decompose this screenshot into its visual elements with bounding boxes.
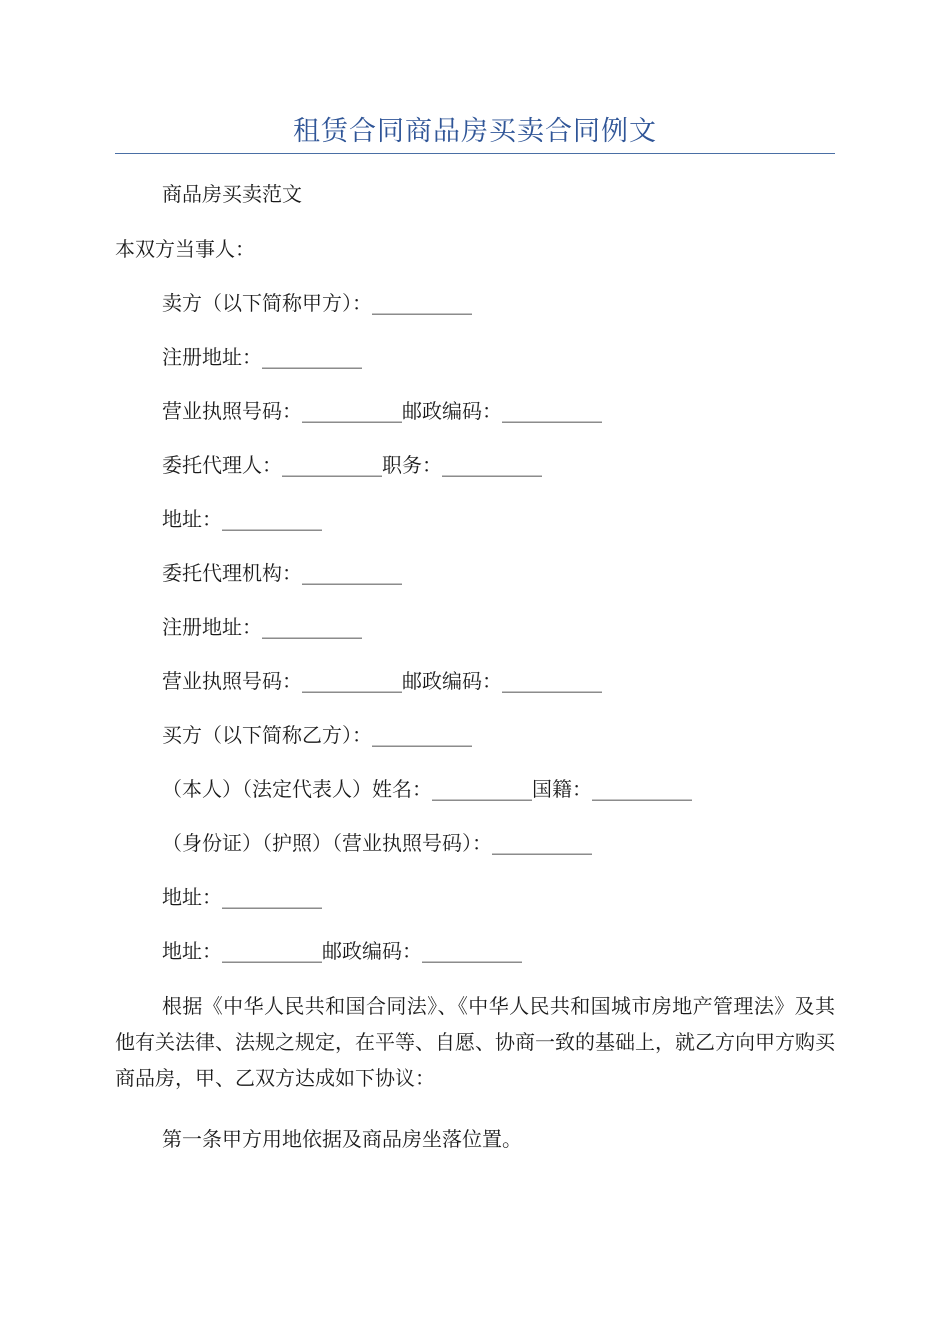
seller-line: 卖方（以下简称甲方）：__________ [162, 291, 472, 315]
document-title: 租赁合同商品房买卖合同例文 [293, 116, 657, 147]
agency-license-postcode-line: 营业执照号码：__________邮政编码：__________ [162, 669, 602, 693]
seller-agent-line: 委托代理人：__________职务：__________ [162, 453, 542, 477]
article-1-heading: 第一条甲方用地依据及商品房坐落位置。 [162, 1127, 522, 1151]
agency-registered-address-line: 注册地址：__________ [162, 615, 362, 639]
buyer-line: 买方（以下简称乙方）：__________ [162, 723, 472, 747]
buyer-address-line: 地址：__________ [162, 885, 322, 909]
basis-paragraph: 根据《中华人民共和国合同法》、《中华人民共和国城市房地产管理法》及其他有关法律、法规之规定，在平等、自愿、协商一致的基础上，就乙方向甲方购买商品房，甲、乙双方达成如下协议： [115, 994, 835, 1090]
parties-heading: 本双方当事人： [115, 237, 255, 261]
title-underline [115, 153, 835, 154]
buyer-name-nationality-line: （本人）（法定代表人）姓名：__________国籍：__________ [162, 777, 692, 801]
seller-address-line: 地址：__________ [162, 507, 322, 531]
agency-line: 委托代理机构：__________ [162, 561, 402, 585]
seller-registered-address-line: 注册地址：__________ [162, 345, 362, 369]
subtitle: 商品房买卖范文 [162, 182, 302, 206]
seller-license-postcode-line: 营业执照号码：__________邮政编码：__________ [162, 399, 602, 423]
buyer-id-line: （身份证）（护照）（营业执照号码）：__________ [162, 831, 592, 855]
buyer-address-postcode-line: 地址：__________邮政编码：__________ [162, 939, 522, 963]
